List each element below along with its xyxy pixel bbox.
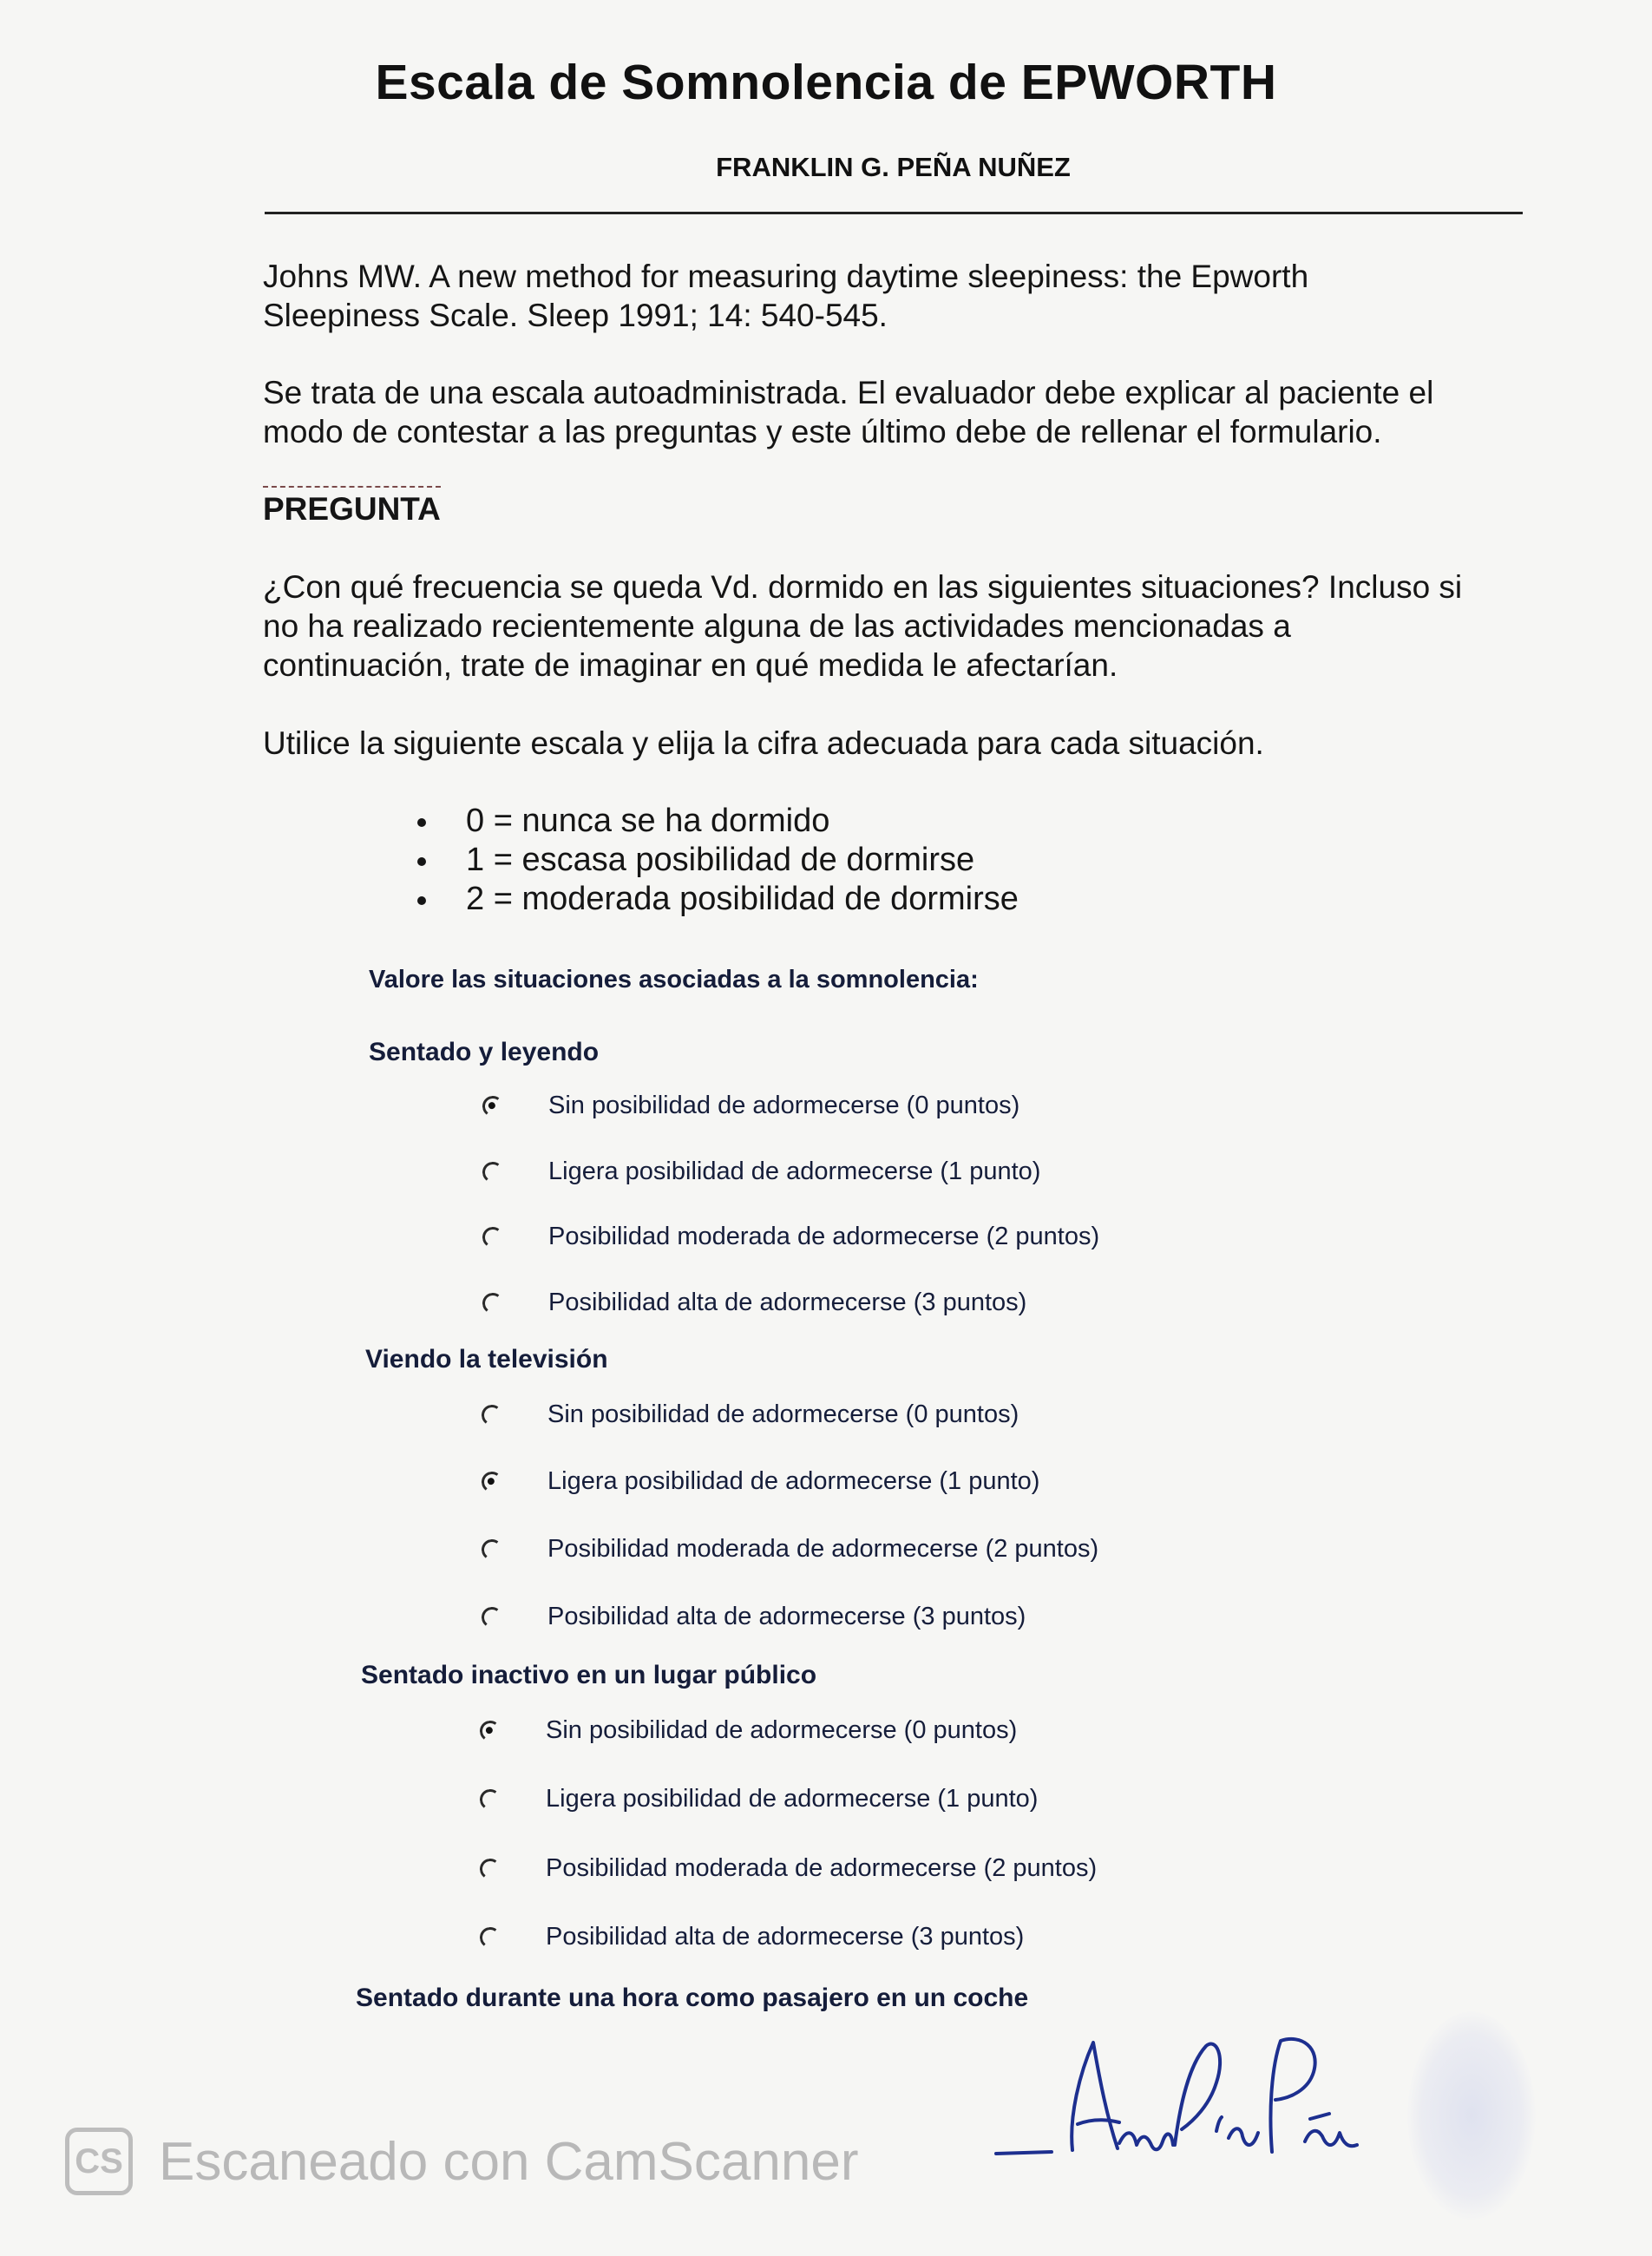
option-label: Ligera posibilidad de adormecerse (1 punto) xyxy=(548,1158,1041,1185)
handwritten-signature xyxy=(989,2022,1371,2178)
option-public-place-3[interactable] xyxy=(480,1923,1024,1951)
radio-button[interactable] xyxy=(481,1160,504,1184)
question-text-line-1: ¿Con qué frecuencia se queda Vd. dormido en las siguientes situaciones? Incluso si xyxy=(263,569,1463,605)
stamp-seal xyxy=(1407,2011,1536,2220)
option-label: Posibilidad alta de adormecerse (3 puntos) xyxy=(548,1289,1027,1316)
option-label: Sin posibilidad de adormecerse (0 puntos) xyxy=(546,1716,1018,1744)
option-public-place-2[interactable] xyxy=(480,1854,1097,1883)
question-label-television: Viendo la televisión xyxy=(365,1345,608,1374)
radio-button[interactable] xyxy=(481,1225,504,1249)
option-label: Posibilidad alta de adormecerse (3 puntos) xyxy=(547,1603,1026,1630)
option-television-3[interactable] xyxy=(482,1603,1026,1631)
option-label: Posibilidad moderada de adormecerse (2 puntos) xyxy=(546,1854,1098,1882)
radio-button[interactable] xyxy=(481,1094,504,1118)
question-text-line-3: continuación, trate de imaginar en qué medida le afectarían. xyxy=(263,647,1118,683)
radio-button[interactable] xyxy=(478,1787,502,1811)
radio-button[interactable] xyxy=(478,1925,502,1949)
reference-line-1: Johns MW. A new method for measuring daytime sleepiness: the Epworth xyxy=(263,259,1309,294)
camscanner-logo-icon: CS xyxy=(65,2128,133,2195)
intro-line-1: Se trata de una escala autoadministrada. El evaluador debe explicar al paciente el xyxy=(263,375,1434,410)
option-reading-1[interactable] xyxy=(482,1158,1040,1186)
option-reading-2[interactable] xyxy=(482,1223,1099,1251)
radio-button[interactable] xyxy=(481,1291,504,1315)
option-reading-0[interactable] xyxy=(482,1092,1019,1120)
scale-item: 0 = nunca se ha dormido xyxy=(414,802,1019,841)
option-label: Posibilidad moderada de adormecerse (2 puntos) xyxy=(547,1535,1099,1563)
option-public-place-1[interactable] xyxy=(480,1785,1038,1813)
author-name: FRANKLIN G. PEÑA NUÑEZ xyxy=(716,152,1071,182)
option-label: Sin posibilidad de adormecerse (0 puntos) xyxy=(547,1400,1019,1428)
reference-line-2: Sleepiness Scale. Sleep 1991; 14: 540-545. xyxy=(263,298,888,333)
question-text-line-2: no ha realizado recientemente alguna de las actividades mencionadas a xyxy=(263,608,1291,644)
instruction-text: Utilice la siguiente escala y elija la cifra adecuada para cada situación. xyxy=(263,725,1264,761)
header-divider xyxy=(265,212,1523,214)
option-label: Posibilidad alta de adormecerse (3 puntos) xyxy=(546,1923,1025,1951)
radio-button[interactable] xyxy=(480,1538,503,1561)
option-television-2[interactable] xyxy=(482,1535,1098,1564)
scale-list xyxy=(414,802,1019,919)
radio-button[interactable] xyxy=(480,1403,503,1426)
question-label-reading: Sentado y leyendo xyxy=(369,1038,600,1066)
question-label-passenger: Sentado durante una hora como pasajero en un coche xyxy=(356,1984,1029,2012)
scale-item: 2 = moderada posibilidad de dormirse xyxy=(414,880,1019,919)
option-television-1[interactable] xyxy=(482,1467,1039,1496)
option-label: Ligera posibilidad de adormecerse (1 punto) xyxy=(546,1785,1039,1813)
intro-line-2: modo de contestar a las preguntas y este último debe de rellenar el formulario. xyxy=(263,414,1382,449)
form-prompt: Valore las situaciones asociadas a la somnolencia: xyxy=(369,966,979,994)
option-label: Posibilidad moderada de adormecerse (2 puntos) xyxy=(548,1223,1100,1250)
radio-button[interactable] xyxy=(480,1605,503,1629)
scale-item: 1 = escasa posibilidad de dormirse xyxy=(414,841,1019,880)
section-heading: PREGUNTA xyxy=(263,491,441,527)
question-label-public-place: Sentado inactivo en un lugar público xyxy=(361,1661,817,1689)
option-reading-3[interactable] xyxy=(482,1289,1026,1317)
option-public-place-0[interactable] xyxy=(480,1716,1017,1745)
camscanner-watermark xyxy=(65,2128,858,2195)
watermark-text: Escaneado con CamScanner xyxy=(159,2131,859,2192)
radio-button[interactable] xyxy=(480,1470,503,1493)
document-title: Escala de Somnolencia de EPWORTH xyxy=(375,55,1277,110)
option-label: Ligera posibilidad de adormecerse (1 punto) xyxy=(547,1467,1040,1495)
option-label: Sin posibilidad de adormecerse (0 puntos) xyxy=(548,1092,1020,1119)
radio-button[interactable] xyxy=(478,1857,502,1880)
radio-button[interactable] xyxy=(478,1719,502,1742)
option-television-0[interactable] xyxy=(482,1400,1019,1429)
